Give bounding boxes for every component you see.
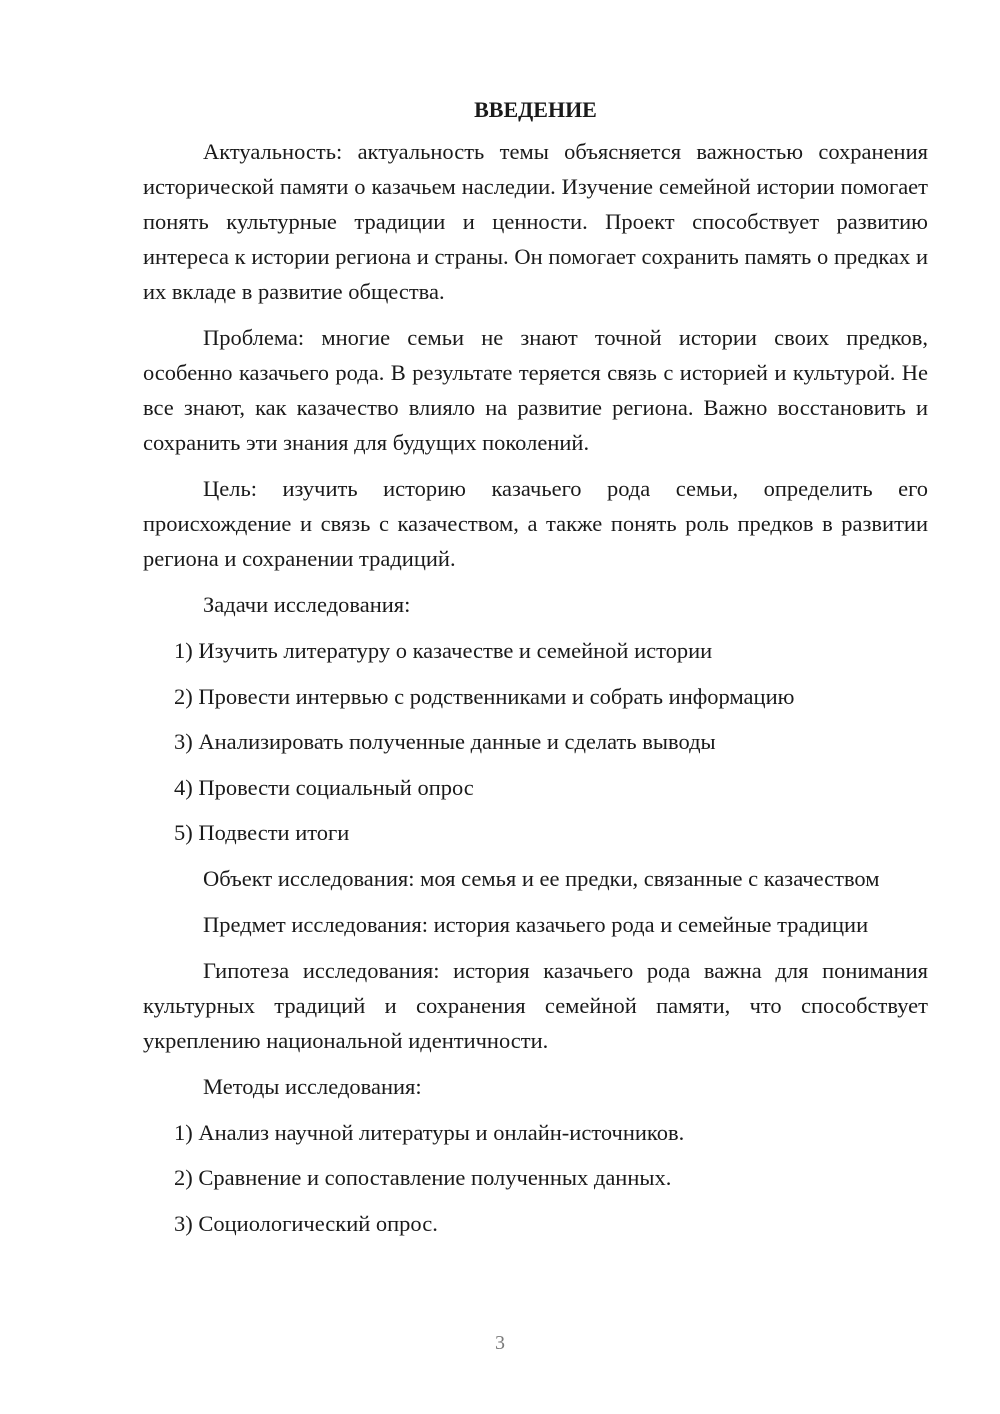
method-item: 1) Анализ научной литературы и онлайн-источников. bbox=[174, 1119, 685, 1145]
problem-paragraph: Проблема: многие семьи не знают точной истории своих предков, особенно казачьего рода. В результате теряется связь с историей и культурой. Не все знают, как казачество влияло на развитие региона. Важно восстановить и сохранить эти знания для будущих поколений. bbox=[143, 325, 928, 455]
tasks-heading: Задачи исследования: bbox=[203, 592, 411, 617]
tasks-list bbox=[143, 633, 928, 850]
method-item: 3) Социологический опрос. bbox=[174, 1210, 438, 1236]
hypothesis-paragraph: Гипотеза исследования: история казачьего рода важна для понимания культурных традиций и сохранения семейной памяти, что способствует укреплению национальной идентичности. bbox=[143, 957, 928, 1053]
task-item: 4) Провести социальный опрос bbox=[174, 774, 474, 800]
goal-paragraph: Цель: изучить историю казачьего рода семьи, определить его происхождение и связь с казачеством, а также понять роль предков в развитии региона и сохранении традиций. bbox=[143, 476, 928, 571]
subject-paragraph: Предмет исследования: история казачьего рода и семейные традиции bbox=[203, 911, 869, 937]
document-page bbox=[143, 92, 928, 1251]
methods-list bbox=[143, 1115, 928, 1241]
page-title: ВВЕДЕНИЕ bbox=[474, 97, 597, 122]
task-item: 3) Анализировать полученные данные и сделать выводы bbox=[174, 729, 716, 754]
method-item: 2) Сравнение и сопоставление полученных данных. bbox=[174, 1165, 672, 1190]
task-item: 2) Провести интервью с родственниками и собрать информацию bbox=[174, 683, 795, 709]
task-item: 1) Изучить литературу о казачестве и семейной истории bbox=[174, 638, 713, 663]
task-item: 5) Подвести итоги bbox=[174, 820, 350, 845]
object-paragraph: Объект исследования: моя семья и ее предки, связанные с казачеством bbox=[203, 865, 880, 891]
relevance-paragraph: Актуальность: актуальность темы объясняется важностью сохранения исторической памяти о казачьем наследии. Изучение семейной истории помогает понять культурные традиции и ценности. Проект способствует развитию интереса к истории региона и страны. Он помогает сохранить память о предках и их вкладе в развитие общества. bbox=[143, 139, 928, 304]
methods-heading: Методы исследования: bbox=[203, 1073, 422, 1099]
page-number: 3 bbox=[495, 1332, 505, 1354]
